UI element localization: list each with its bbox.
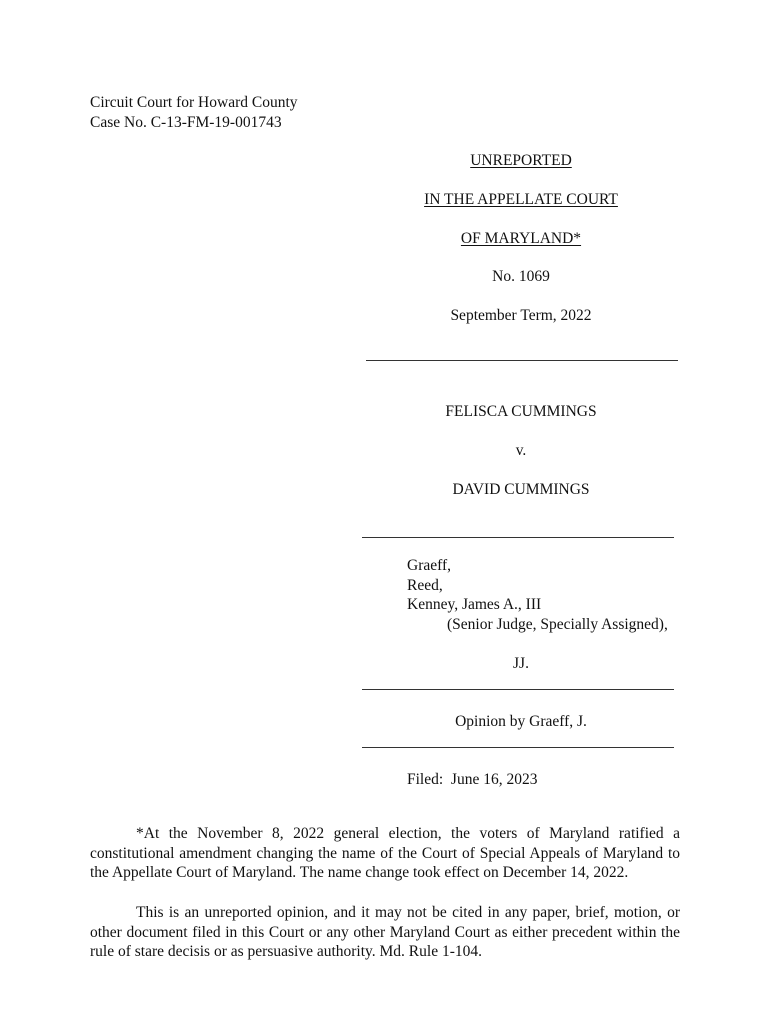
author-divider	[362, 747, 674, 748]
judge-3: Kenney, James A., III	[407, 596, 542, 613]
court-name-line-2: OF MARYLAND*	[460, 230, 582, 247]
lower-court-name: Circuit Court for Howard County	[90, 94, 298, 111]
panel-divider	[362, 689, 674, 690]
case-number: Case No. C-13-FM-19-001743	[90, 114, 282, 131]
unreported-notice: This is an unreported opinion, and it may not be cited in any paper, brief, motion, or other document filed in this Court or any other Maryland Court as either precedent within the rule of stare decisis or as persuasive authority. Md. Rule 1-104.	[90, 904, 680, 960]
judges-suffix: JJ.	[513, 655, 529, 672]
judge-2: Reed,	[407, 577, 443, 594]
court-name-line-1: IN THE APPELLATE COURT	[424, 191, 618, 208]
unreported-heading: UNREPORTED	[470, 152, 572, 169]
opinion-author: Opinion by Graeff, J.	[455, 713, 587, 730]
judge-1: Graeff,	[407, 557, 452, 574]
caption-divider	[366, 360, 678, 361]
term-line: September Term, 2022	[450, 307, 592, 324]
appellee-name: DAVID CUMMINGS	[452, 481, 590, 498]
filed-date: Filed: June 16, 2023	[407, 771, 538, 788]
versus: v.	[515, 442, 527, 459]
appellant-name: FELISCA CUMMINGS	[445, 403, 597, 420]
docket-number: No. 1069	[492, 268, 550, 285]
name-change-footnote: *At the November 8, 2022 general election, the voters of Maryland ratified a constitutional amendment changing the name of the Court of Special Appeals of Maryland to the Appellate Court of Maryland. The name change took effect on December 14, 2022.	[90, 825, 680, 881]
judge-note: (Senior Judge, Specially Assigned),	[447, 616, 668, 633]
parties-divider	[362, 537, 674, 538]
